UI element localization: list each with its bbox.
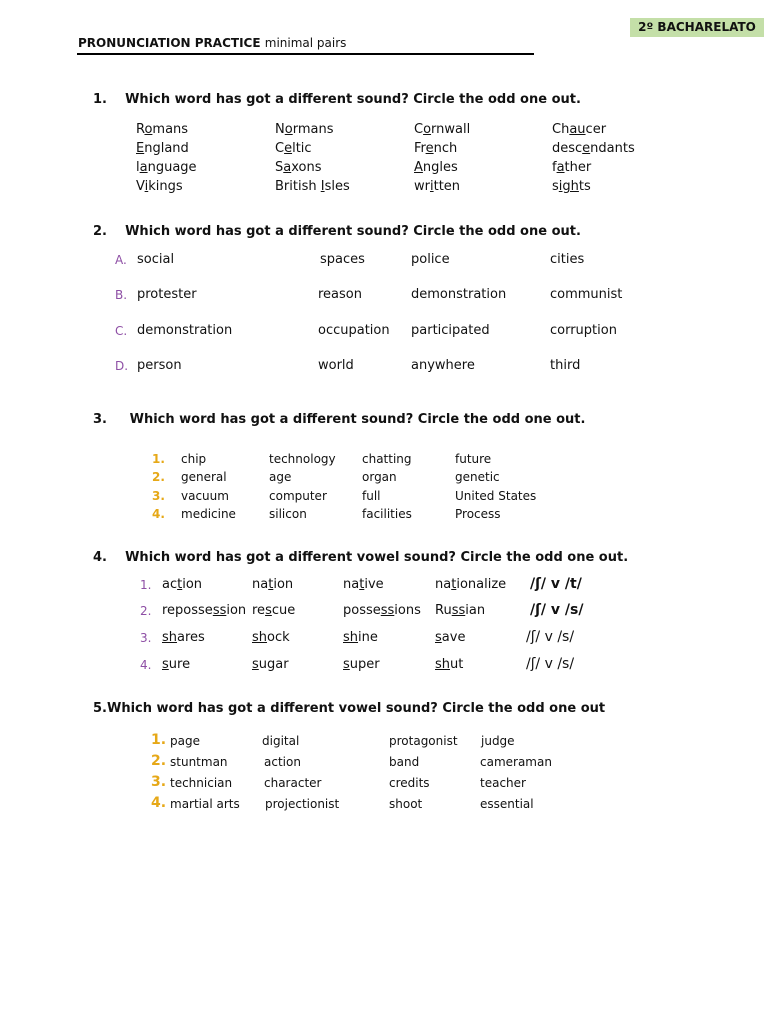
q4-word: shares xyxy=(162,630,205,645)
q2-word: demonstration xyxy=(137,323,233,338)
q4-word: action xyxy=(162,577,203,592)
q4-word: Russian xyxy=(435,603,486,618)
question-4-text: Which word has got a different vowel sound? Circle the odd one out. xyxy=(125,550,629,565)
q2-word: corruption xyxy=(550,323,617,338)
q5-word: judge xyxy=(481,734,515,748)
q1-word: written xyxy=(414,179,461,194)
q4-item-number: 1. xyxy=(140,578,152,592)
q3-word: organ xyxy=(362,470,397,484)
q1-word: Vikings xyxy=(136,179,183,194)
q2-word: protester xyxy=(137,287,197,302)
question-1-text: Which word has got a different sound? Circle the odd one out. xyxy=(125,92,581,107)
q5-item-number: 1. xyxy=(151,732,167,748)
q1-word: father xyxy=(552,160,592,175)
q3-word: genetic xyxy=(455,470,500,484)
question-5-heading: 5.Which word has got a different vowel sound? Circle the odd one out xyxy=(93,701,606,716)
q5-word: shoot xyxy=(389,797,423,811)
q5-word: action xyxy=(264,755,301,769)
q3-word: technology xyxy=(269,452,336,466)
q3-word: chatting xyxy=(362,452,412,466)
q1-word: Chaucer xyxy=(552,122,607,137)
q1-word: British Isles xyxy=(275,179,350,194)
q3-word: computer xyxy=(269,489,327,503)
question-3-text: Which word has got a different sound? Circle the odd one out. xyxy=(129,412,586,427)
q5-item-number: 2. xyxy=(151,753,167,769)
subtitle-text: minimal pairs xyxy=(264,36,347,50)
q1-word: England xyxy=(136,141,189,156)
q3-word: chip xyxy=(181,452,207,466)
q2-word: demonstration xyxy=(411,287,507,302)
q1-word: Normans xyxy=(275,122,334,137)
question-2-text: Which word has got a different sound? Circle the odd one out. xyxy=(125,224,581,239)
q2-option-label: B. xyxy=(115,288,128,302)
q5-word: digital xyxy=(262,734,300,748)
q4-word: sure xyxy=(162,657,191,672)
q3-item-number: 4. xyxy=(152,507,165,521)
q2-word: cities xyxy=(550,252,585,267)
q4-word: rescue xyxy=(252,603,296,618)
q4-word: super xyxy=(343,657,380,672)
q5-word: martial arts xyxy=(170,797,240,811)
q1-word: Cornwall xyxy=(414,122,471,137)
question-2-heading: 2. Which word has got a different sound? Circle the odd one out. xyxy=(93,224,581,239)
question-4-heading: 4. Which word has got a different vowel sound? Circle the odd one out. xyxy=(93,550,629,565)
q4-word: shine xyxy=(343,630,378,645)
q3-item-number: 2. xyxy=(152,470,165,484)
q5-word: projectionist xyxy=(265,797,340,811)
q5-word: protagonist xyxy=(389,734,458,748)
q5-word: page xyxy=(170,734,200,748)
q1-word: Saxons xyxy=(275,160,322,175)
q5-word: cameraman xyxy=(480,755,552,769)
q3-word: Process xyxy=(455,507,501,521)
title-text: PRONUNCIATION PRACTICE xyxy=(78,36,261,50)
q3-item-number: 3. xyxy=(152,489,165,503)
q4-item-number: 3. xyxy=(140,631,152,645)
q2-word: person xyxy=(137,358,182,373)
question-3-heading: 3. Which word has got a different sound? Circle the odd one out. xyxy=(93,412,586,427)
q2-option-label: A. xyxy=(115,253,127,267)
q1-word: Celtic xyxy=(275,141,312,156)
q3-word: vacuum xyxy=(181,489,229,503)
q5-item-number: 4. xyxy=(151,795,167,811)
q2-option-label: C. xyxy=(115,324,128,338)
q4-item-number: 2. xyxy=(140,604,152,618)
q2-word: third xyxy=(550,358,581,373)
q2-word: participated xyxy=(411,323,490,338)
q2-option-label: D. xyxy=(115,359,129,373)
q2-word: social xyxy=(137,252,175,267)
q3-word: medicine xyxy=(181,507,236,521)
q4-word: repossession xyxy=(162,603,247,618)
q4-word: possessions xyxy=(343,603,421,618)
title-underline xyxy=(77,53,534,55)
q2-word: world xyxy=(318,358,354,373)
q2-word: police xyxy=(411,252,450,267)
question-1-heading: 1. Which word has got a different sound? Circle the odd one out. xyxy=(93,92,581,107)
level-badge: 2º BACHARELATO xyxy=(630,18,764,37)
q4-word: shock xyxy=(252,630,290,645)
q3-word: facilities xyxy=(362,507,412,521)
q1-word: sights xyxy=(552,179,591,194)
q4-phoneme-pair: /ʃ/ v /s/ xyxy=(530,602,584,618)
q5-word: technician xyxy=(170,776,233,790)
q4-word: save xyxy=(435,630,466,645)
q3-word: general xyxy=(181,470,227,484)
q5-word: teacher xyxy=(480,776,526,790)
q4-word: native xyxy=(343,577,384,592)
q1-word: Romans xyxy=(136,122,189,137)
q5-word: essential xyxy=(480,797,534,811)
q2-word: anywhere xyxy=(411,358,475,373)
q3-item-number: 1. xyxy=(152,452,165,466)
q5-item-number: 3. xyxy=(151,774,167,790)
page-title xyxy=(78,36,346,50)
q2-word: spaces xyxy=(320,252,365,267)
q4-word: nation xyxy=(252,577,294,592)
q4-phoneme-pair: /ʃ/ v /s/ xyxy=(526,656,575,672)
q3-word: silicon xyxy=(269,507,307,521)
q4-phoneme-pair: /ʃ/ v /s/ xyxy=(526,629,575,645)
q2-word: reason xyxy=(318,287,362,302)
q2-word: occupation xyxy=(318,323,390,338)
q4-word: sugar xyxy=(252,657,289,672)
q1-word: Angles xyxy=(414,160,458,175)
q3-word: full xyxy=(362,489,381,503)
q4-word: shut xyxy=(435,657,464,672)
q5-word: band xyxy=(389,755,420,769)
q1-word: language xyxy=(136,160,197,175)
q3-word: age xyxy=(269,470,292,484)
q1-word: descendants xyxy=(552,141,635,156)
q5-word: credits xyxy=(389,776,430,790)
q4-phoneme-pair: /ʃ/ v /t/ xyxy=(530,576,582,592)
q3-word: future xyxy=(455,452,492,466)
q3-word: United States xyxy=(455,489,537,503)
q2-word: communist xyxy=(550,287,623,302)
q1-word: French xyxy=(414,141,458,156)
q5-word: character xyxy=(264,776,322,790)
q4-item-number: 4. xyxy=(140,658,152,672)
q5-word: stuntman xyxy=(170,755,228,769)
q4-word: nationalize xyxy=(435,577,507,592)
